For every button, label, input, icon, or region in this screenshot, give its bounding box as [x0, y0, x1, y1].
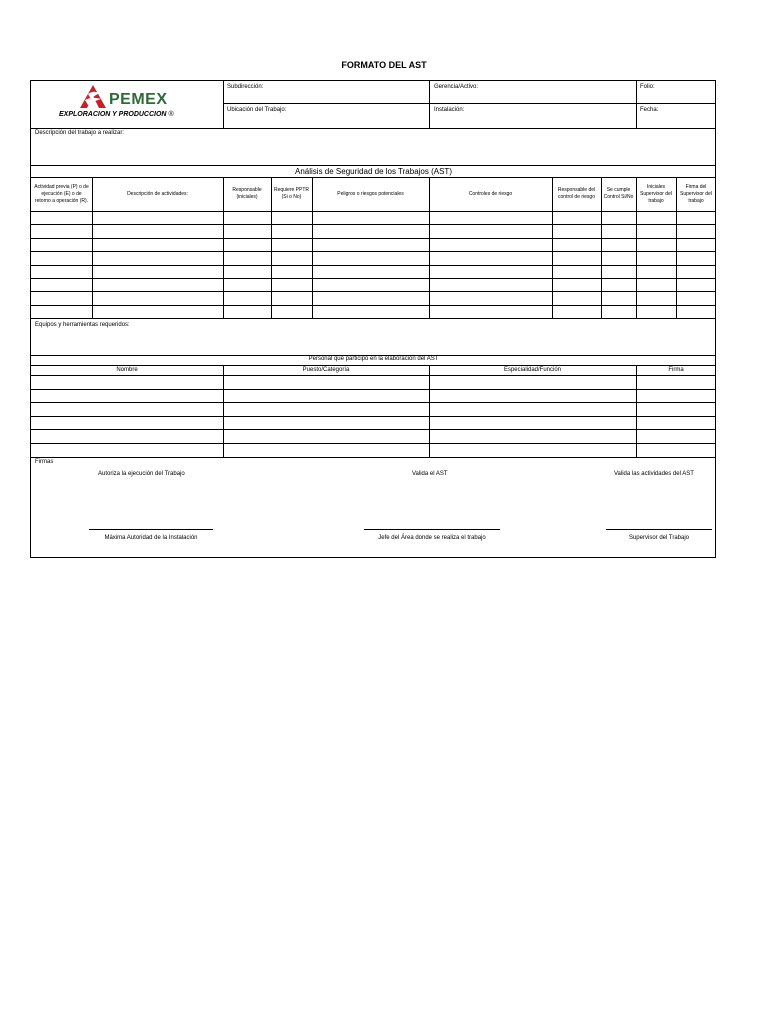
pemex-eagle-icon	[79, 84, 107, 110]
firma-autoriza-heading: Autoriza la ejecución del Trabajo	[98, 471, 185, 477]
pemex-logo	[31, 81, 223, 128]
descripcion-label: Descripción del trabajo a realizar:	[35, 130, 125, 136]
folio-label: Folio:	[640, 84, 655, 90]
firma-supervisor-caption: Supervisor del Trabajo	[628, 535, 690, 541]
ast-header-cumple: Se cumple Control Si/No	[603, 187, 634, 200]
ast-header-iniciales: Iniciales Supervisor del trabajo	[640, 183, 672, 204]
ast-header-controles: Controles de riesgo	[468, 190, 513, 197]
ast-section-title: Análisis de Seguridad de los Trabajos (AST)	[295, 167, 452, 176]
ast-header-firma-supervisor: Firma del Supervisor del trabajo	[680, 183, 712, 204]
ubicacion-label: Ubicación del Trabajo:	[227, 107, 287, 113]
ast-table-row[interactable]	[31, 238, 716, 251]
firma-valida-actividades-heading: Valida las actividades del AST	[614, 471, 694, 477]
ast-row-line	[31, 318, 716, 319]
logo-registered-mark: ®	[168, 111, 174, 118]
personal-table-row[interactable]	[31, 375, 716, 389]
ast-table-row[interactable]	[31, 291, 716, 304]
subdireccion-label: Subdirección:	[227, 84, 264, 90]
personal-header-especialidad: Especialidad/Función	[503, 366, 562, 373]
personal-table-row[interactable]	[31, 443, 716, 457]
ast-table-row[interactable]	[31, 251, 716, 264]
personal-header-nombre: Nombre	[116, 366, 138, 373]
signature-line-jefe-area	[364, 529, 500, 530]
personal-section-title: Personal que participó en la elaboración del AST	[308, 356, 439, 362]
personal-table-row[interactable]	[31, 389, 716, 403]
ast-table-row[interactable]	[31, 305, 716, 318]
personal-header-firma: Firma	[668, 366, 684, 373]
gerencia-label: Gerencia/Activo:	[434, 84, 479, 90]
ast-header-pptr: Requiere PPTR (Si o No)	[273, 187, 309, 200]
ast-table-row[interactable]	[31, 278, 716, 291]
ast-header-descripcion: Descripción de actividades:	[127, 190, 188, 197]
ast-form	[30, 80, 716, 558]
ast-header-responsable: Responsable (iniciales)	[232, 187, 262, 200]
personal-table-row[interactable]	[31, 416, 716, 430]
firmas-label: Firmas	[35, 459, 54, 465]
firma-jefe-area-caption: Jefe del Área donde se realiza el trabajo	[378, 535, 486, 541]
ast-table-row[interactable]	[31, 265, 716, 278]
firma-valida-ast-heading: Valida el AST	[412, 471, 448, 477]
fecha-label: Fecha:	[640, 107, 659, 113]
signature-line-autoridad	[89, 529, 213, 530]
ast-header-fase: Actividad previa (P) o de ejecución (E) o de retorno a operación (R).	[34, 183, 89, 204]
ast-table-row[interactable]	[31, 224, 716, 237]
personal-table-row[interactable]	[31, 429, 716, 443]
logo-subtitle	[59, 111, 174, 118]
ast-header-peligros: Peligros o riesgos potenciales	[337, 190, 404, 197]
signature-line-supervisor	[606, 529, 712, 530]
ast-table-row[interactable]	[31, 211, 716, 224]
instalacion-label: Instalación:	[434, 107, 465, 113]
ast-header-resp-control: Responsable del control de riesgo	[557, 187, 596, 200]
logo-brand: PEMEX	[109, 91, 168, 108]
personal-header-puesto: Puesto/Categoría	[302, 366, 350, 373]
personal-row-line	[31, 457, 716, 458]
document-title: FORMATO DEL AST	[341, 60, 427, 70]
personal-table-row[interactable]	[31, 402, 716, 416]
equipos-label: Equipos y herramientas requeridos:	[35, 322, 130, 328]
firma-autoridad-caption: Máxima Autoridad de la Instalación	[104, 535, 198, 541]
logo-subtitle-text: EXPLORACION Y PRODUCCION	[59, 111, 167, 118]
